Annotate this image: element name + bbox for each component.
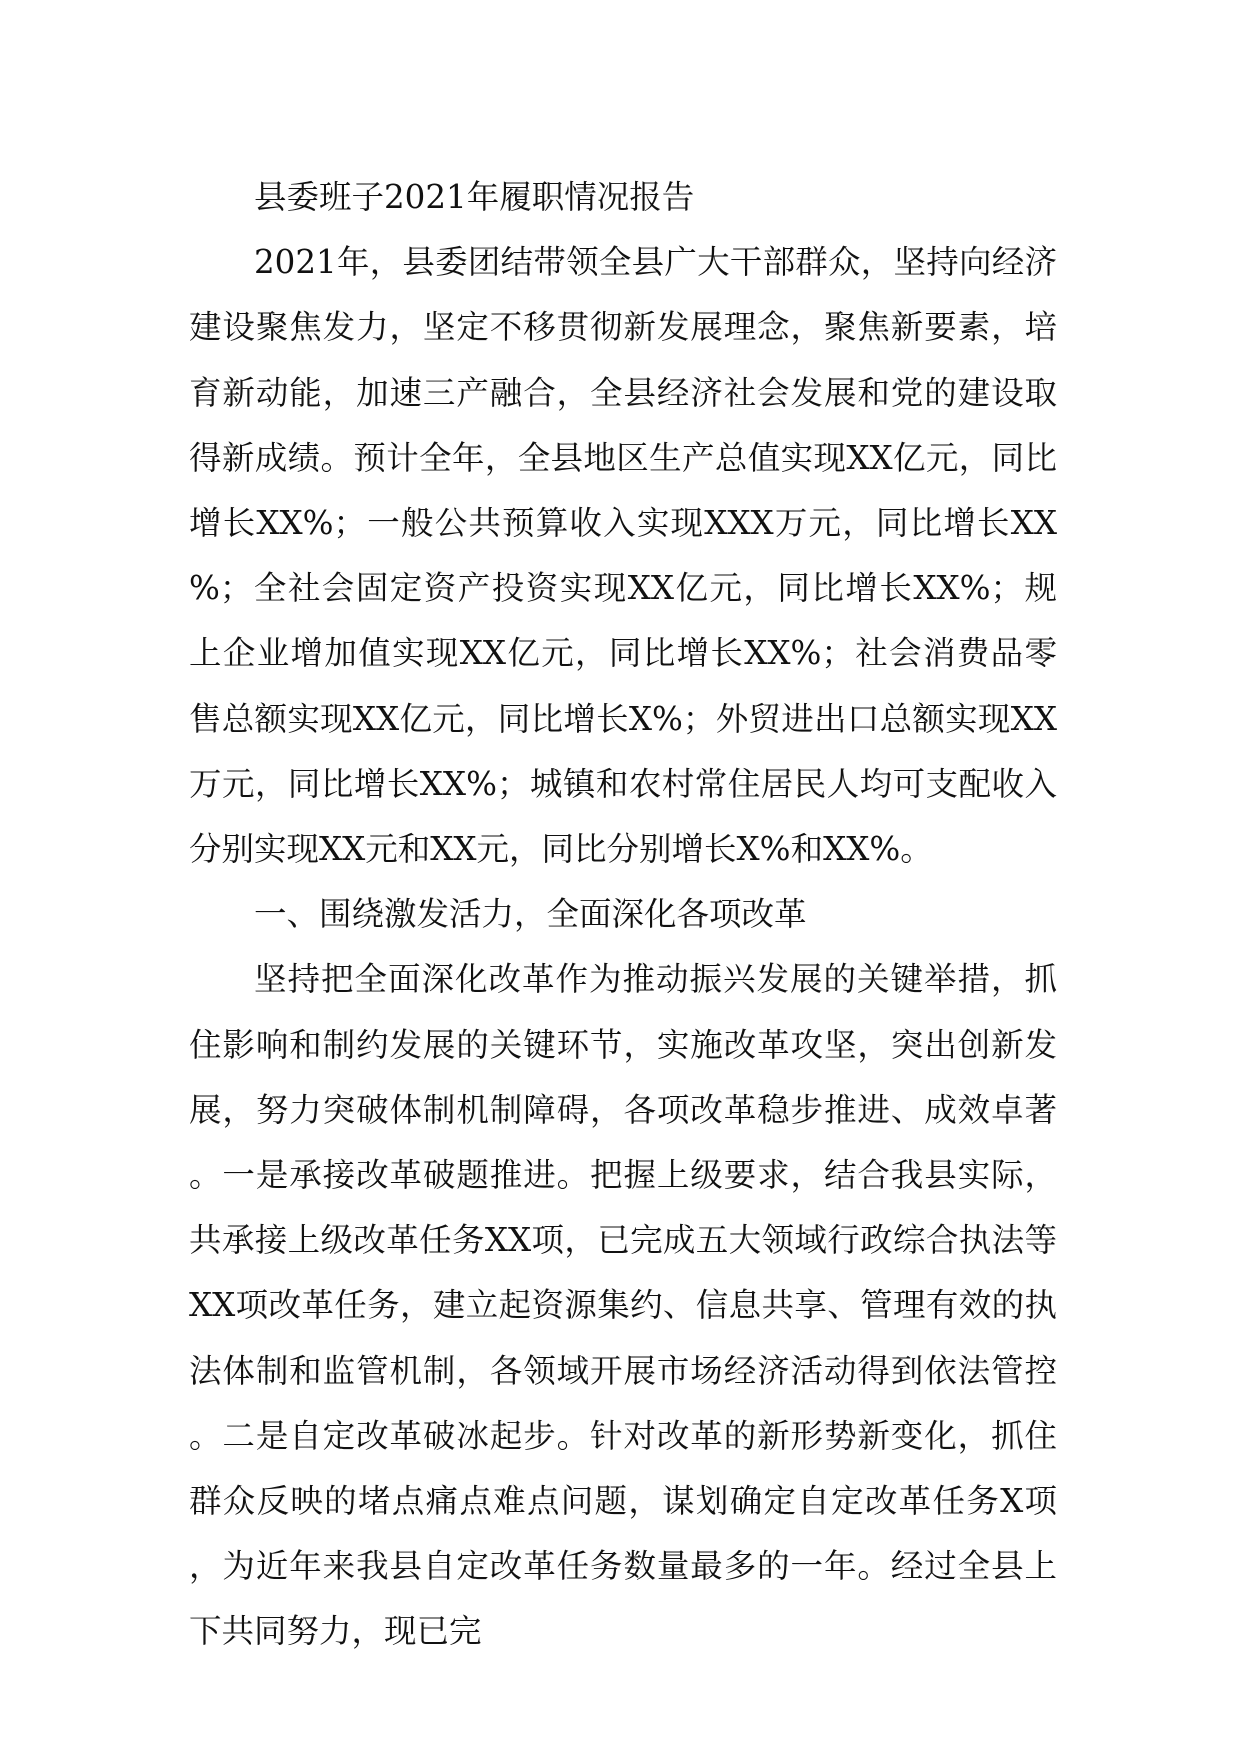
section-heading: 一、围绕激发活力，全面深化各项改革 [254,895,807,934]
document-title: 县委班子2021年履职情况报告 [254,178,695,216]
intro-paragraph: 2021年，县委团结带领全县广大干部群众，坚持向经济建设聚焦发力，坚定不移贯彻新发展理念，聚焦新要素，培育新动能，加速三产融合，全县经济社会发展和党的建设取得新成绩。预计全年，全县地区生产总值实现XX亿元，同比增长XX%；一般公共预算收入实现XXX万元，同比增长XX%；全社会固定资产投资实现XX亿元，同比增长XX%；规上企业增加值实现XX亿元，同比增长XX%；社会消费品零售总额实现XX亿元，同比增长X%；外贸进出口总额实现XX万元，同比增长XX%；城镇和农村常住居民人均可支配收入分别实现XX元和XX元，同比分别增长X%和XX%。 [189,243,1057,869]
section-paragraph: 坚持把全面深化改革作为推动振兴发展的关键举措，抓住影响和制约发展的关键环节，实施改革攻坚，突出创新发展，努力突破体制机制障碍，各项改革稳步推进、成效卓著。一是承接改革破题推进。把握上级要求，结合我县实际，共承接上级改革任务XX项，已完成五大领域行政综合执法等XX项改革任务，建立起资源集约、信息共享、管理有效的执法体制和监管机制，各领域开展市场经济活动得到依法管控。二是自定改革破冰起步。针对改革的新形势新变化，抓住群众反映的堵点痛点难点问题，谋划确定自定改革任务X项，为近年来我县自定改革任务数量最多的一年。经过全县上下共同努力，现已完 [189,960,1057,1651]
document-body [189,165,1057,1665]
